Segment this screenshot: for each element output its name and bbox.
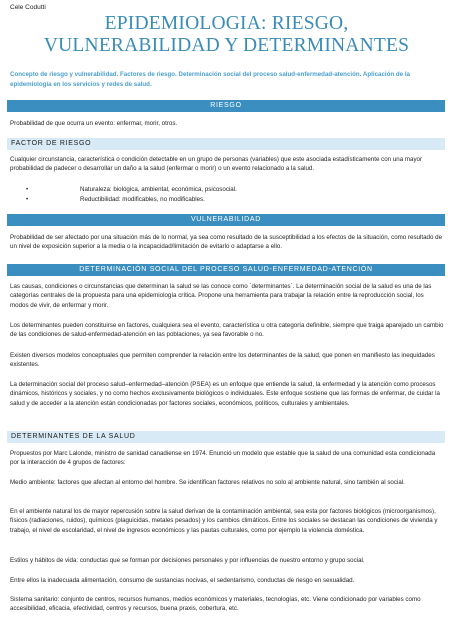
determinacion-paragraph-1: Las causas, condiciones o circunstancias que determinan la salud se las conoce como `determinantes´. La determinación social de la salud es una de las categorías centrales de la propuesta para una epidemiología crítica. Propone una herramienta para trabajar la relación entre la reproducción social, los modos de vivir, de enfermar y morir. [10, 283, 432, 309]
title-line-1: EPIDEMIOLOGIA: RIESGO, [104, 13, 349, 34]
section-header-determinantes-salud: DETERMINANTES DE LA SALUD [7, 431, 445, 443]
bullet-reductibilidad [26, 195, 205, 204]
bullet-reductibilidad-text: Reductibilidad: modificables, no modificables. [80, 196, 205, 203]
author-name: Cele Codutti [10, 4, 46, 11]
determinacion-paragraph-3: Existen diversos modelos conceptuales que permiten comprender la relación entre los determinantes de la salud, que ponen en manifiesto las inequidades existentes. [10, 352, 435, 369]
determinantes-paragraph-5: Entre ellos la inadecuada alimentación, consumo de sustancias nocivas, el sedentarismo, conductas de riesgo en sexualidad. [10, 577, 355, 584]
determinantes-paragraph-6: Sistema sanitario: conjunto de centros, recursos humanos, medios económicos y materiales, tecnologías, etc. Viene condicionado por variables como accesibilidad, eficacia, efectividad, centros y recursos, buena praxis, cobertura, etc. [10, 596, 421, 613]
factor-riesgo-text: Cualquier circunstancia, característica o condición detectable en un grupo de personas (variables) que este asociada estadísticamente con una mayor probabilidad de padecer o desarrollar un daño a la salud (enfermar o morir) o un evento relacionado a la salud. [10, 156, 423, 173]
determinantes-paragraph-2: Medio ambiente: factores que afectan al entorno del hombre. Se identifican factores relativos no solo al ambiente natural, sino también al social. [10, 479, 405, 486]
page-subtitle: Concepto de riesgo y vulnerabilidad. Factores de riesgo. Determinación social del proceso salud-enfermedad-atención. Aplicación de la epidemiología en los servicios y redes de salud. [10, 71, 410, 88]
riesgo-text: Probabilidad de que ocurra un evento: enfermar, morir, otros. [10, 120, 178, 127]
page-title [0, 13, 453, 57]
determinantes-paragraph-1: Propuestos por Marc Lalonde, ministro de sanidad canadiense en 1974. Enunció un modelo que estable que la salud de una comunidad esta condicionada por la interacción de 4 grupos de factores: [10, 450, 436, 467]
determinacion-paragraph-4: La determinación social del proceso salud–enfermedad–atención (PSEA) es un enfoque que entiende la salud, la enfermedad y la atención como procesos dinámicos, históricos y sociales, y no como hechos exclusivamente biológicos o individuales. Este enfoque sostiene que las formas de enfermar, de cuidar la salud y de acceder a la atención están condicionadas por factores sociales, económicos, políticos, culturales y ambientales. [10, 381, 440, 407]
determinantes-paragraph-3: En el ambiente natural los de mayor repercusión sobre la salud derivan de la contaminación ambiental, sea esta por factores biológicos (microorganismos), físicos (radiaciones, ruidos), químicos (plaguicidas, metales pesados) y los cambios climáticos. Entre los sociales se destacan las condiciones de vivienda y trabajo, el nivel de escolaridad, el nivel de ingresos económicos y las pautas culturales, como por ejemplo la violencia doméstica. [10, 508, 438, 534]
section-header-factor-riesgo: FACTOR DE RIESGO [7, 138, 445, 150]
vulnerabilidad-text: Probabilidad de ser afectado por una situación más de lo normal, ya sea como resultado de la susceptibilidad a los efectos de la situación, como resultado de un nivel de exposición superior a la media o la incapacidad/limitación de evitarlo o adaptarse a ello. [10, 234, 443, 251]
bullet-naturaleza-text: Naturaleza: biológica, ambiental, económica, psicosocial. [80, 186, 237, 193]
title-line-2: VULNERABILIDAD Y DETERMINANTES [43, 35, 410, 56]
determinantes-paragraph-4: Estilos y hábitos de vida: conductas que se forman por decisiones personales y por influencias de nuestro entorno y grupo social. [10, 557, 365, 564]
section-header-vulnerabilidad: VULNERABILIDAD [7, 214, 445, 226]
section-header-determinacion-social: DETERMINACIÓN SOCIAL DEL PROCESO SALUD-ENFERMEDAD-ATENCIÓN [7, 264, 445, 276]
bullet-naturaleza [26, 185, 237, 194]
determinacion-paragraph-2: Los determinantes pueden constituirse en factores, cualquiera sea el evento, característica u otra categoría definible, siempre que traiga aparejado un cambio de las condiciones de salud-enfermedad-atención en las poblaciones, ya sea favorable o no. [10, 322, 444, 339]
bullet-dot: • [26, 186, 29, 193]
section-header-riesgo: RIESGO [7, 100, 445, 112]
bullet-dot: • [26, 196, 29, 203]
